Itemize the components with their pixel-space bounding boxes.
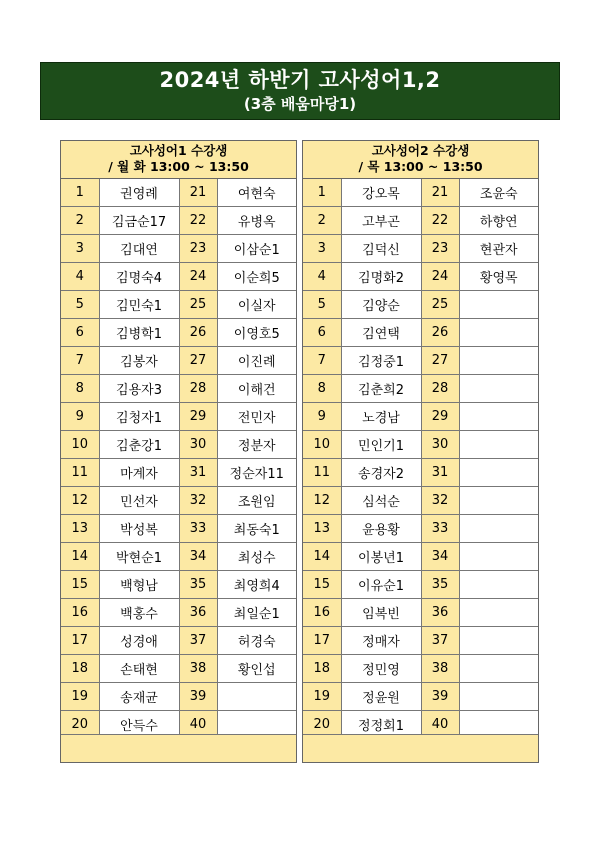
class2-schedule: / 목 13:00 ~ 13:50 xyxy=(358,159,483,174)
table-row xyxy=(303,515,538,543)
row-number: 33 xyxy=(421,515,459,543)
class1-schedule: / 월 화 13:00 ~ 13:50 xyxy=(108,159,249,174)
student-name: 김병학1 xyxy=(99,319,179,347)
student-name: 김덕신 xyxy=(341,235,421,263)
row-number: 36 xyxy=(421,599,459,627)
student-name: 김연택 xyxy=(341,319,421,347)
class2-roster-header xyxy=(303,141,538,179)
row-number: 4 xyxy=(61,263,99,291)
table-row xyxy=(303,571,538,599)
student-name: 김춘희2 xyxy=(341,375,421,403)
row-number: 6 xyxy=(303,319,341,347)
row-number: 16 xyxy=(303,599,341,627)
student-name: 백홍수 xyxy=(99,599,179,627)
table-row xyxy=(61,207,296,235)
student-name: 전민자 xyxy=(217,403,296,431)
row-number: 38 xyxy=(421,655,459,683)
row-number: 14 xyxy=(303,543,341,571)
student-name: 손태현 xyxy=(99,655,179,683)
student-name: 최동숙1 xyxy=(217,515,296,543)
row-number: 20 xyxy=(303,711,341,739)
row-number: 19 xyxy=(303,683,341,711)
student-name: 박성복 xyxy=(99,515,179,543)
class2-title: 고사성어2 수강생 xyxy=(371,143,470,158)
student-name xyxy=(459,431,538,459)
row-number: 34 xyxy=(179,543,217,571)
student-name: 김청자1 xyxy=(99,403,179,431)
student-name: 이순희5 xyxy=(217,263,296,291)
table-row xyxy=(61,683,296,711)
table-row xyxy=(303,683,538,711)
row-number: 39 xyxy=(179,683,217,711)
student-name: 김춘강1 xyxy=(99,431,179,459)
student-name: 여현숙 xyxy=(217,179,296,207)
row-number: 12 xyxy=(303,487,341,515)
row-number: 37 xyxy=(179,627,217,655)
student-name: 이영호5 xyxy=(217,319,296,347)
table-row xyxy=(61,179,296,207)
row-number: 17 xyxy=(303,627,341,655)
student-name: 이진례 xyxy=(217,347,296,375)
row-number: 24 xyxy=(421,263,459,291)
student-name: 정매자 xyxy=(341,627,421,655)
student-name: 정분자 xyxy=(217,431,296,459)
row-number: 27 xyxy=(179,347,217,375)
student-name: 이유순1 xyxy=(341,571,421,599)
row-number: 40 xyxy=(421,711,459,739)
row-number: 30 xyxy=(421,431,459,459)
row-number: 32 xyxy=(179,487,217,515)
table-row xyxy=(61,599,296,627)
student-name: 이삼순1 xyxy=(217,235,296,263)
table-row xyxy=(61,543,296,571)
row-number: 5 xyxy=(61,291,99,319)
row-number: 1 xyxy=(303,179,341,207)
table-row xyxy=(303,235,538,263)
student-name: 최영희4 xyxy=(217,571,296,599)
student-name: 김양순 xyxy=(341,291,421,319)
row-number: 9 xyxy=(61,403,99,431)
table-row xyxy=(61,375,296,403)
class2-roster-table xyxy=(303,179,538,739)
table-row xyxy=(303,599,538,627)
table-row xyxy=(303,627,538,655)
table-row xyxy=(303,263,538,291)
row-number: 32 xyxy=(421,487,459,515)
class1-roster-header xyxy=(61,141,296,179)
student-name xyxy=(459,543,538,571)
row-number: 18 xyxy=(61,655,99,683)
row-number: 35 xyxy=(421,571,459,599)
table-row xyxy=(61,459,296,487)
student-name: 김명화2 xyxy=(341,263,421,291)
row-number: 3 xyxy=(303,235,341,263)
table-row xyxy=(303,319,538,347)
row-number: 11 xyxy=(303,459,341,487)
row-number: 18 xyxy=(303,655,341,683)
student-name: 황인섭 xyxy=(217,655,296,683)
row-number: 10 xyxy=(303,431,341,459)
row-number: 12 xyxy=(61,487,99,515)
row-number: 31 xyxy=(179,459,217,487)
row-number: 17 xyxy=(61,627,99,655)
student-name xyxy=(459,655,538,683)
student-name xyxy=(459,319,538,347)
student-name: 송재균 xyxy=(99,683,179,711)
student-name: 김대연 xyxy=(99,235,179,263)
table-row xyxy=(303,543,538,571)
row-number: 2 xyxy=(303,207,341,235)
student-name: 박현순1 xyxy=(99,543,179,571)
student-name xyxy=(459,459,538,487)
table-row xyxy=(61,515,296,543)
student-name: 허경숙 xyxy=(217,627,296,655)
row-number: 40 xyxy=(179,711,217,739)
class2-roster-panel xyxy=(302,140,539,763)
student-name xyxy=(459,515,538,543)
row-number: 3 xyxy=(61,235,99,263)
row-number: 39 xyxy=(421,683,459,711)
student-name xyxy=(459,571,538,599)
table-row xyxy=(303,431,538,459)
row-number: 30 xyxy=(179,431,217,459)
row-number: 8 xyxy=(61,375,99,403)
row-number: 26 xyxy=(421,319,459,347)
student-name: 조윤숙 xyxy=(459,179,538,207)
student-name: 민선자 xyxy=(99,487,179,515)
table-row xyxy=(303,459,538,487)
table-row xyxy=(61,571,296,599)
row-number: 28 xyxy=(179,375,217,403)
student-name: 정순자11 xyxy=(217,459,296,487)
row-number: 13 xyxy=(303,515,341,543)
row-number: 6 xyxy=(61,319,99,347)
student-name: 송경자2 xyxy=(341,459,421,487)
table-row xyxy=(61,431,296,459)
table-row xyxy=(303,403,538,431)
row-number: 27 xyxy=(421,347,459,375)
table-row xyxy=(303,347,538,375)
student-name: 성경애 xyxy=(99,627,179,655)
student-name: 최일순1 xyxy=(217,599,296,627)
page-header xyxy=(40,62,560,120)
student-name: 이실자 xyxy=(217,291,296,319)
student-name: 조원임 xyxy=(217,487,296,515)
row-number: 7 xyxy=(303,347,341,375)
student-name: 김명숙4 xyxy=(99,263,179,291)
table-row xyxy=(303,291,538,319)
row-number: 20 xyxy=(61,711,99,739)
student-name: 정윤원 xyxy=(341,683,421,711)
row-number: 31 xyxy=(421,459,459,487)
student-name: 김정중1 xyxy=(341,347,421,375)
row-number: 21 xyxy=(179,179,217,207)
row-number: 28 xyxy=(421,375,459,403)
row-number: 14 xyxy=(61,543,99,571)
row-number: 29 xyxy=(179,403,217,431)
class1-roster-table xyxy=(61,179,296,739)
row-number: 16 xyxy=(61,599,99,627)
row-number: 2 xyxy=(61,207,99,235)
row-number: 29 xyxy=(421,403,459,431)
row-number: 11 xyxy=(61,459,99,487)
student-name: 안득수 xyxy=(99,711,179,739)
row-number: 25 xyxy=(179,291,217,319)
table-row xyxy=(61,235,296,263)
student-name: 김민숙1 xyxy=(99,291,179,319)
class2-roster-footer xyxy=(303,734,538,762)
student-name: 윤용황 xyxy=(341,515,421,543)
row-number: 23 xyxy=(421,235,459,263)
student-name: 하향연 xyxy=(459,207,538,235)
student-name: 김용자3 xyxy=(99,375,179,403)
class1-title: 고사성어1 수강생 xyxy=(129,143,228,158)
row-number: 15 xyxy=(61,571,99,599)
student-name xyxy=(459,599,538,627)
student-name: 최성수 xyxy=(217,543,296,571)
class1-roster-panel xyxy=(60,140,297,763)
row-number: 36 xyxy=(179,599,217,627)
student-name xyxy=(459,627,538,655)
student-name xyxy=(459,683,538,711)
student-name: 심석순 xyxy=(341,487,421,515)
row-number: 10 xyxy=(61,431,99,459)
student-name xyxy=(459,375,538,403)
row-number: 35 xyxy=(179,571,217,599)
page-subtitle: (3층 배움마당1) xyxy=(243,95,357,113)
student-name: 임복빈 xyxy=(341,599,421,627)
student-name xyxy=(217,683,296,711)
class1-roster-footer xyxy=(61,734,296,762)
row-number: 37 xyxy=(421,627,459,655)
table-row xyxy=(61,291,296,319)
row-number: 4 xyxy=(303,263,341,291)
row-number: 19 xyxy=(61,683,99,711)
row-number: 22 xyxy=(421,207,459,235)
table-row xyxy=(61,487,296,515)
table-row xyxy=(61,403,296,431)
row-number: 24 xyxy=(179,263,217,291)
student-name: 김금순17 xyxy=(99,207,179,235)
row-number: 38 xyxy=(179,655,217,683)
row-number: 21 xyxy=(421,179,459,207)
table-row xyxy=(61,347,296,375)
student-name: 백형남 xyxy=(99,571,179,599)
row-number: 1 xyxy=(61,179,99,207)
student-name: 이봉년1 xyxy=(341,543,421,571)
student-name: 현관자 xyxy=(459,235,538,263)
table-row xyxy=(61,655,296,683)
row-number: 22 xyxy=(179,207,217,235)
row-number: 26 xyxy=(179,319,217,347)
student-name xyxy=(459,403,538,431)
table-row xyxy=(61,263,296,291)
table-row xyxy=(303,487,538,515)
table-row xyxy=(303,655,538,683)
student-name xyxy=(459,347,538,375)
row-number: 25 xyxy=(421,291,459,319)
student-name: 황영목 xyxy=(459,263,538,291)
row-number: 9 xyxy=(303,403,341,431)
row-number: 23 xyxy=(179,235,217,263)
student-name xyxy=(459,487,538,515)
student-name: 고부곤 xyxy=(341,207,421,235)
student-name: 강오목 xyxy=(341,179,421,207)
student-name: 정정회1 xyxy=(341,711,421,739)
row-number: 13 xyxy=(61,515,99,543)
page-title: 2024년 하반기 고사성어1,2 xyxy=(159,68,441,92)
student-name: 정민영 xyxy=(341,655,421,683)
student-name xyxy=(459,291,538,319)
student-name: 권영례 xyxy=(99,179,179,207)
student-name: 김봉자 xyxy=(99,347,179,375)
table-row xyxy=(61,627,296,655)
table-row xyxy=(303,179,538,207)
student-name: 민인기1 xyxy=(341,431,421,459)
row-number: 15 xyxy=(303,571,341,599)
table-row xyxy=(61,319,296,347)
row-number: 34 xyxy=(421,543,459,571)
row-number: 8 xyxy=(303,375,341,403)
student-name: 유병옥 xyxy=(217,207,296,235)
table-row xyxy=(303,207,538,235)
student-name: 노경남 xyxy=(341,403,421,431)
student-name: 마계자 xyxy=(99,459,179,487)
student-name: 이해건 xyxy=(217,375,296,403)
table-row xyxy=(303,375,538,403)
row-number: 33 xyxy=(179,515,217,543)
row-number: 7 xyxy=(61,347,99,375)
row-number: 5 xyxy=(303,291,341,319)
